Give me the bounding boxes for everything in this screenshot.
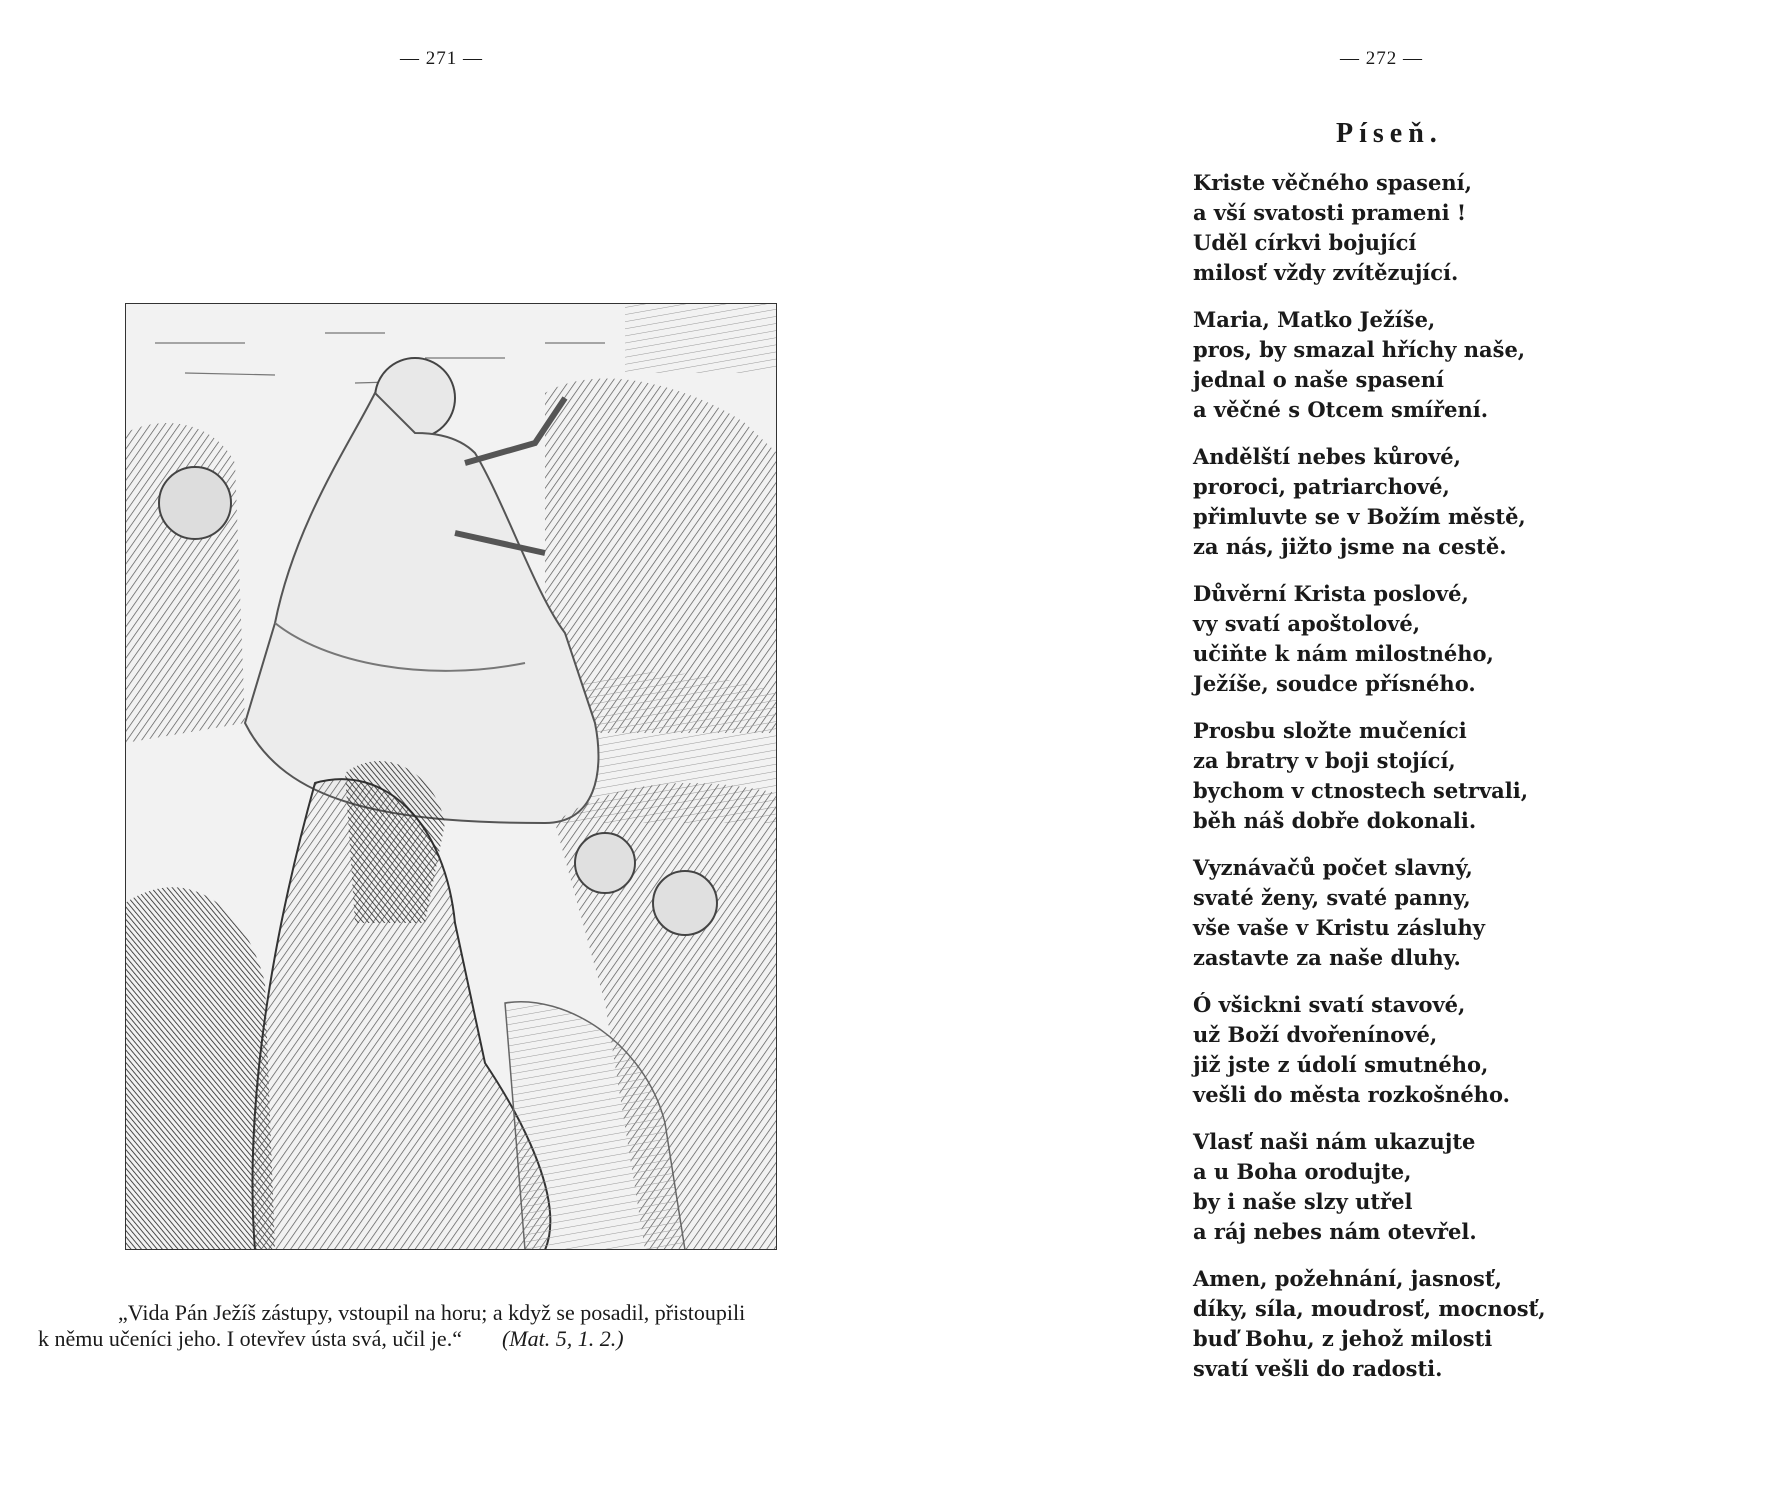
song-title: Píseň. (1336, 118, 1443, 149)
stanza (1193, 305, 1533, 425)
verse-line: zastavte za naše dluhy. (1193, 945, 1461, 970)
verse-line: učiňte k nám milostného, (1193, 641, 1494, 666)
sermon-on-the-mount-engraving (125, 303, 777, 1250)
stanza (1193, 853, 1533, 973)
stanza (1193, 168, 1533, 288)
verse-line: Maria, Matko Ježíše, (1193, 307, 1436, 332)
stanza (1193, 990, 1533, 1110)
verse-line: Ó všickni svatí stavové, (1193, 992, 1466, 1017)
verse-line: Vlasť naši nám ukazujte (1193, 1129, 1476, 1154)
stanza (1193, 442, 1533, 562)
verse-line: Ježíše, soudce přísného. (1193, 671, 1476, 696)
verse-line: Uděl církvi bojující (1193, 230, 1417, 255)
verse-line: běh náš dobře dokonali. (1193, 808, 1477, 833)
verse-line: proroci, patriarchové, (1193, 474, 1450, 499)
verse-line: a věčné s Otcem smíření. (1193, 397, 1489, 422)
page-number-right: — 272 — (1340, 48, 1423, 69)
verse-line: a u Boha orodujte, (1193, 1159, 1412, 1184)
song-stanzas (1193, 168, 1546, 1401)
stanza (1193, 579, 1533, 699)
caption-reference: (Mat. 5, 1. 2.) (501, 1326, 624, 1351)
caption-line-2: k němu učeníci jeho. I otevřev ústa svá, učil je.“ (38, 1326, 462, 1351)
verse-line: díky, síla, moudrosť, mocnosť, (1193, 1296, 1546, 1321)
verse-line: už Boží dvořenínové, (1193, 1022, 1438, 1047)
verse-line: bychom v ctnostech setrvali, (1193, 778, 1529, 803)
caption-line-1: „Vida Pán Ježíš zástupy, vstoupil na horu; a když se posadil, přistoupili (118, 1300, 746, 1325)
verse-line: za nás, jižto jsme na cestě. (1193, 534, 1507, 559)
engraving-caption (38, 1300, 868, 1352)
verse-line: vše vaše v Kristu zásluhy (1193, 915, 1485, 940)
verse-line: buď Bohu, z jehož milosti (1193, 1326, 1493, 1351)
stanza (1193, 1264, 1546, 1384)
verse-line: Andělští nebes kůrové, (1193, 444, 1461, 469)
verse-line: milosť vždy zvítězující. (1193, 260, 1459, 285)
verse-line: by i naše slzy utřel (1193, 1189, 1413, 1214)
verse-line: a ráj nebes nám otevřel. (1193, 1219, 1477, 1244)
verse-line: za bratry v boji stojící, (1193, 748, 1456, 773)
stanza (1193, 1127, 1533, 1247)
verse-line: jednal o naše spasení (1193, 367, 1445, 392)
verse-line: vešli do města rozkošného. (1193, 1082, 1510, 1107)
verse-line: Amen, požehnání, jasnosť, (1193, 1266, 1502, 1291)
verse-line: již jste z údolí smutného, (1193, 1052, 1489, 1077)
verse-line: svatí vešli do radosti. (1193, 1356, 1443, 1381)
page-number-left: — 271 — (400, 48, 483, 69)
verse-line: Vyznávačů počet slavný, (1193, 855, 1473, 880)
right-page (896, 0, 1792, 1500)
verse-line: Kriste věčného spasení, (1193, 170, 1472, 195)
verse-line: svaté ženy, svaté panny, (1193, 885, 1471, 910)
verse-line: Prosbu složte mučeníci (1193, 718, 1467, 743)
verse-line: vy svatí apoštolové, (1193, 611, 1421, 636)
verse-line: Důvěrní Krista poslové, (1193, 581, 1469, 606)
verse-line: přimluvte se v Božím městě, (1193, 504, 1526, 529)
verse-line: pros, by smazal hříchy naše, (1193, 337, 1526, 362)
stanza (1193, 716, 1533, 836)
verse-line: a vší svatosti prameni ! (1193, 200, 1467, 225)
